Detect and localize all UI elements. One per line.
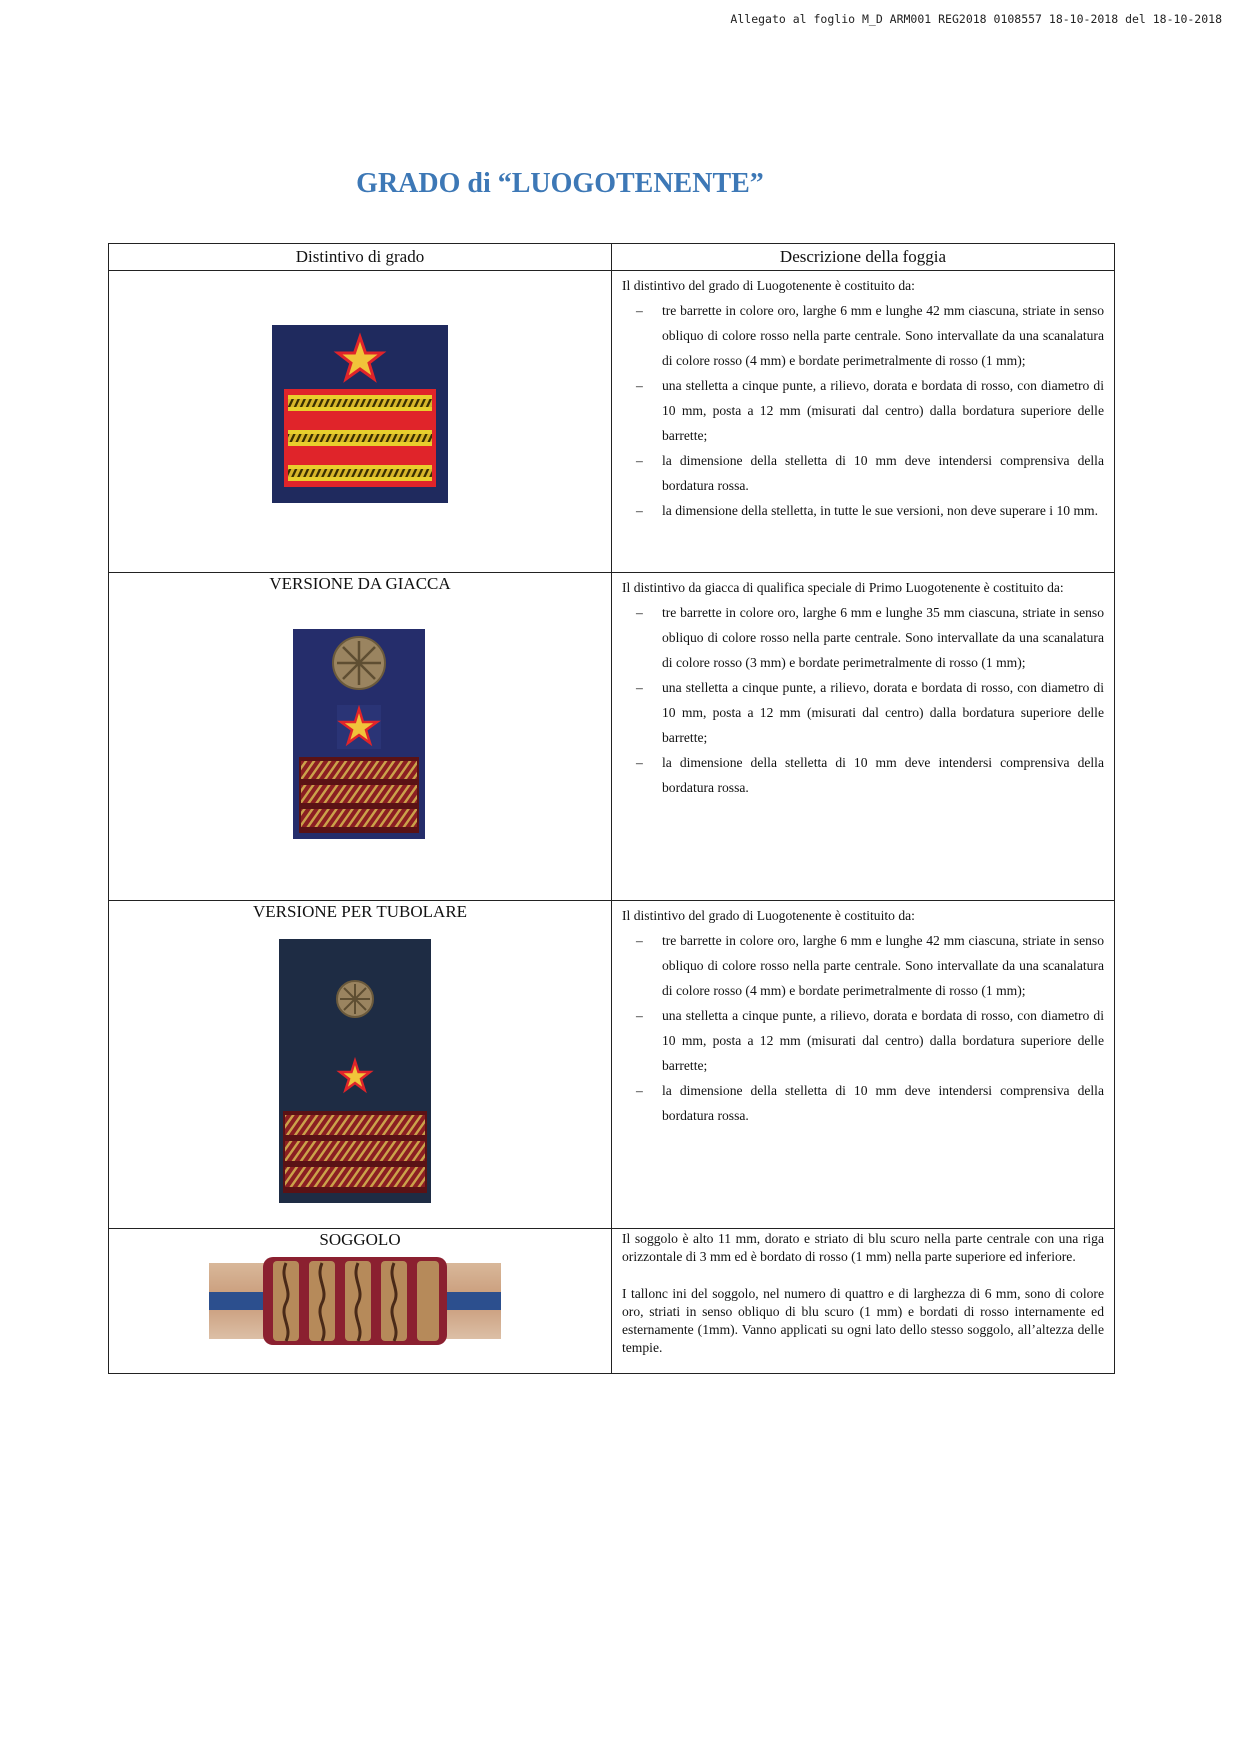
- list-item: – la dimensione della stelletta di 10 mm deve intendersi comprensiva della bordatura rossa.: [636, 453, 1104, 493]
- version-label: VERSIONE DA GIACCA: [269, 574, 451, 593]
- list-item: – la dimensione della stelletta, in tutte le sue versioni, non deve superare i 10 mm.: [636, 503, 1099, 518]
- grade-table: [108, 243, 1115, 1374]
- description-intro: Il distintivo del grado di Luogotenente è costituito da:: [622, 908, 915, 923]
- badge-cell: [109, 901, 612, 1229]
- version-label: SOGGOLO: [319, 1230, 401, 1249]
- badge-cell: [109, 573, 612, 901]
- description-cell: [612, 271, 1115, 573]
- description-cell: [612, 573, 1115, 901]
- version-label: VERSIONE PER TUBOLARE: [252, 902, 468, 921]
- list-item: – una stelletta a cinque punte, a rilievo, dorata e bordata di rosso, con diametro di 10 mm, posta a 12 mm (misurati dal centro) dalla bordatura superiore delle barrette;: [636, 1008, 1104, 1073]
- badge-cell: [109, 271, 612, 573]
- list-item: – tre barrette in colore oro, larghe 6 mm e lunghe 35 mm ciascuna, striate in senso obliquo di colore rosso nella parte centrale. Sono intervallate da una scanalatura di colore rosso (3 mm) e bordate perimetralmente di rosso (1 mm);: [636, 605, 1104, 670]
- chinstrap-image: [209, 1257, 501, 1345]
- jacket-badge-image: [293, 629, 425, 839]
- description-list: [622, 298, 1104, 523]
- description-cell: [612, 1229, 1115, 1374]
- description-paragraph: I tallonc ini del soggolo, nel numero di quattro e di larghezza di 6 mm, sono di colore oro, striati in senso obliquo di blu scuro (1 mm) e bordati di rosso internamente ed esternamente (1mm). Vanno applicati su ogni lato dello stesso soggolo, all’altezza delle tempie.: [622, 1286, 1104, 1355]
- description-list: [622, 928, 1104, 1128]
- table-header-row: [109, 244, 1115, 271]
- list-item: – tre barrette in colore oro, larghe 6 mm e lunghe 42 mm ciascuna, striate in senso obliquo di colore rosso nella parte centrale. Sono intervallate da una scanalatura di colore rosso (4 mm) e bordate perimetralmente di rosso (1 mm);: [636, 303, 1104, 368]
- table-row: [109, 1229, 1115, 1374]
- description-intro: Il distintivo da giacca di qualifica speciale di Primo Luogotenente è costituito da:: [622, 580, 1064, 595]
- col-header-badge: Distintivo di grado: [109, 244, 612, 271]
- tubular-badge-image: [279, 939, 431, 1203]
- list-item: – la dimensione della stelletta di 10 mm deve intendersi comprensiva della bordatura rossa.: [636, 755, 1104, 795]
- table-row: [109, 901, 1115, 1229]
- table-row: [109, 573, 1115, 901]
- description-paragraph: Il soggolo è alto 11 mm, dorato e striato di blu scuro nella parte centrale con una riga orizzontale di 3 mm ed è bordato di rosso (1 mm) nella parte superiore ed inferiore.: [622, 1231, 1104, 1264]
- list-item: – una stelletta a cinque punte, a rilievo, dorata e bordata di rosso, con diametro di 10 mm, posta a 12 mm (misurati dal centro) dalla bordatura superiore delle barrette;: [636, 378, 1104, 443]
- table-row: [109, 271, 1115, 573]
- rank-badge-image: [272, 325, 448, 503]
- description-list: [622, 600, 1104, 800]
- col-header-description: Descrizione della foggia: [612, 244, 1115, 271]
- list-item: – una stelletta a cinque punte, a rilievo, dorata e bordata di rosso, con diametro di 10 mm, posta a 12 mm (misurati dal centro) dalla bordatura superiore delle barrette;: [636, 680, 1104, 745]
- description-cell: [612, 901, 1115, 1229]
- description-intro: Il distintivo del grado di Luogotenente è costituito da:: [622, 278, 915, 293]
- list-item: – tre barrette in colore oro, larghe 6 mm e lunghe 42 mm ciascuna, striate in senso obliquo di colore rosso nella parte centrale. Sono intervallate da una scanalatura di colore rosso (4 mm) e bordate perimetralmente di rosso (1 mm);: [636, 933, 1104, 998]
- list-item: – la dimensione della stelletta di 10 mm deve intendersi comprensiva della bordatura rossa.: [636, 1083, 1104, 1123]
- page-title: GRADO di “LUOGOTENENTE”: [356, 168, 764, 199]
- document-stamp: Allegato al foglio M_D ARM001 REG2018 0108557 18-10-2018 del 18-10-2018: [730, 12, 1222, 26]
- badge-cell: [109, 1229, 612, 1374]
